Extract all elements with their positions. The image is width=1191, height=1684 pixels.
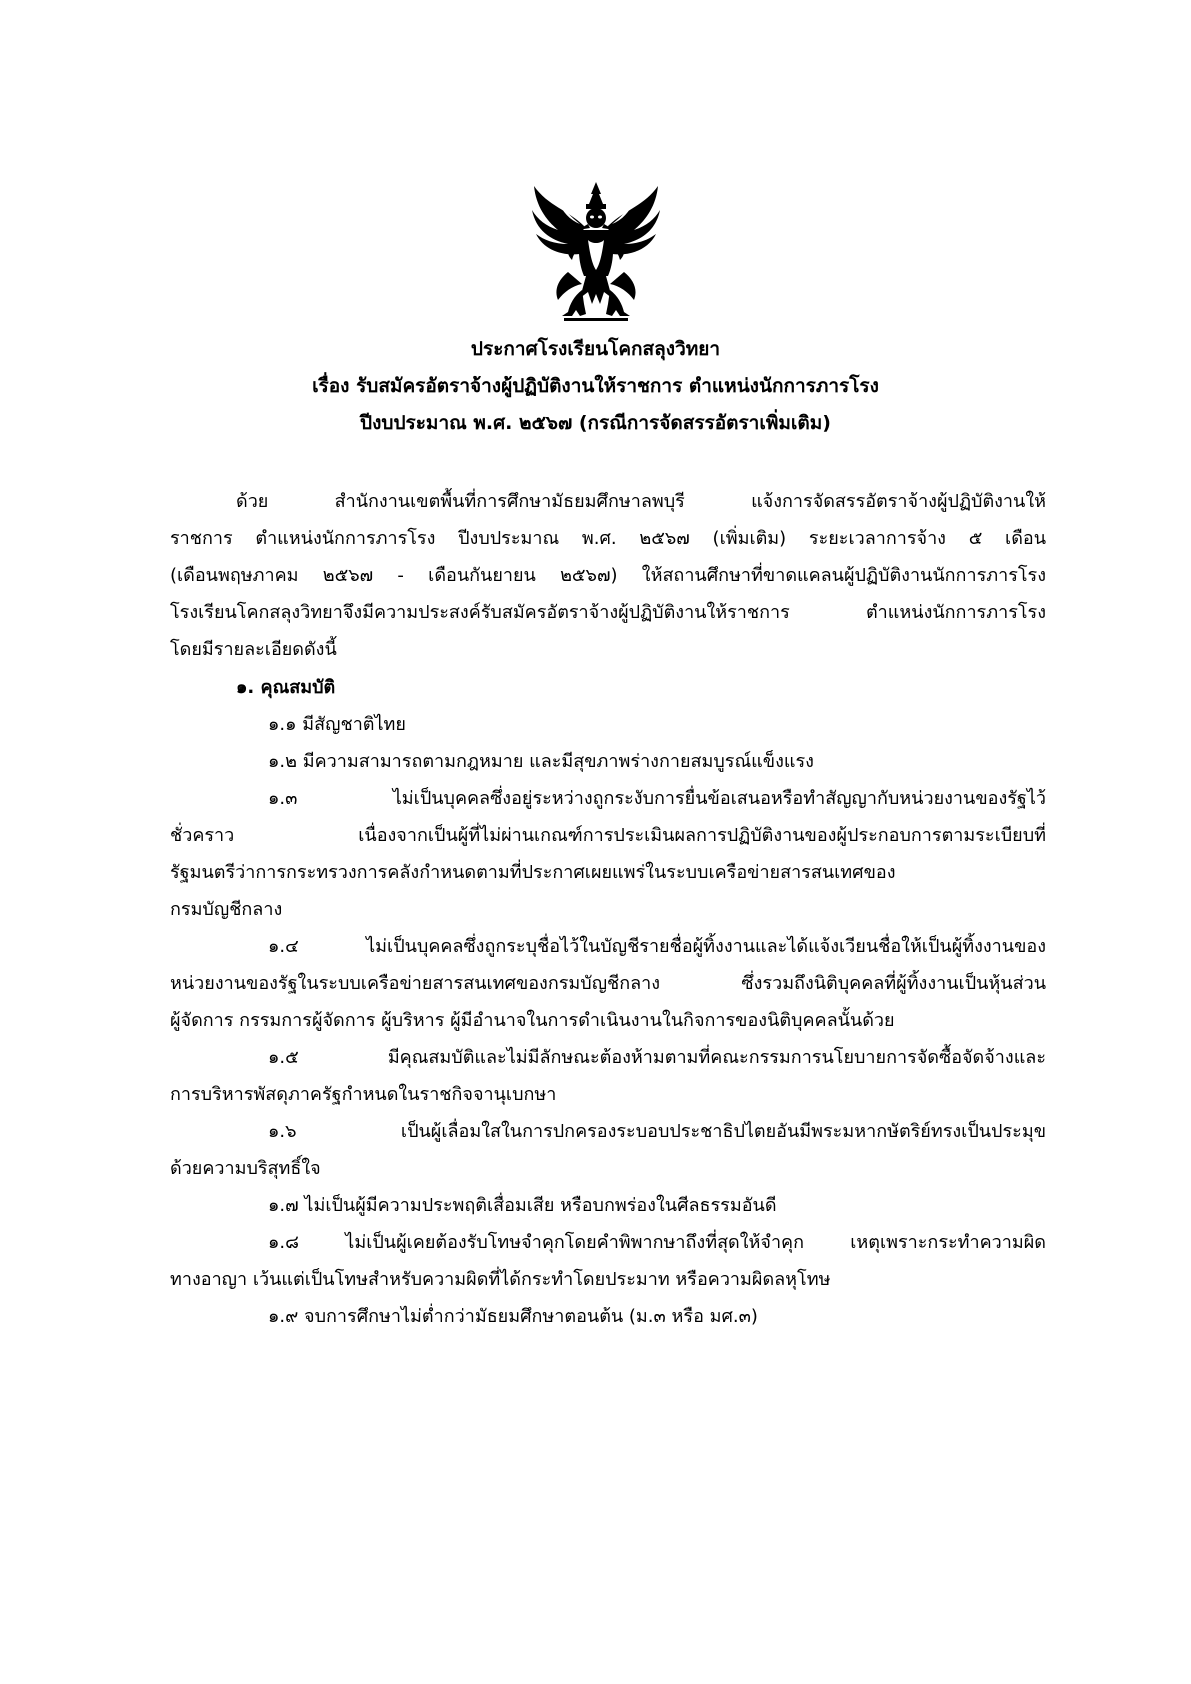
qualification-1-3-line-3: รัฐมนตรีว่าการกระทรวงการคลังกำหนดตามที่ประกาศเผยแพร่ในระบบเครือข่ายสารสนเทศของ <box>170 862 896 883</box>
intro-line-3: (เดือนพฤษภาคม ๒๕๖๗ - เดือนกันยายน ๒๕๖๗) ให้สถานศึกษาที่ขาดแคลนผู้ปฏิบัติงานนักการภารโรง <box>170 565 1046 586</box>
garuda-emblem-icon <box>528 180 664 325</box>
qualification-1-6-line-2: ด้วยความบริสุทธิ์ใจ <box>170 1158 321 1179</box>
qualification-1-3-line-2: ชั่วคราว เนื่องจากเป็นผู้ที่ไม่ผ่านเกณฑ์การประเมินผลการปฏิบัติงานของผู้ประกอบการตามระเบียบที่ <box>170 825 1046 846</box>
qualification-1-1: ๑.๑ มีสัญชาติไทย <box>268 714 406 735</box>
intro-line-2: ราชการ ตำแหน่งนักการภารโรง ปีงบประมาณ พ.ศ. ๒๕๖๗ (เพิ่มเติม) ระยะเวลาการจ้าง ๕ เดือน <box>170 528 1046 549</box>
announcement-subject: เรื่อง รับสมัครอัตราจ้างผู้ปฏิบัติงานให้ราชการ ตำแหน่งนักการภารโรง <box>312 375 879 397</box>
qualification-1-4-line-3: ผู้จัดการ กรรมการผู้จัดการ ผู้บริหาร ผู้มีอำนาจในการดำเนินงานในกิจการของนิติบุคคลนั้นด้วย <box>170 1010 895 1031</box>
section-1-heading: ๑. คุณสมบัติ <box>236 677 336 698</box>
announcement-title: ประกาศโรงเรียนโคกสลุงวิทยา <box>470 338 721 360</box>
qualification-1-3-line-4: กรมบัญชีกลาง <box>170 899 283 920</box>
qualification-1-2: ๑.๒ มีความสามารถตามกฎหมาย และมีสุขภาพร่างกายสมบูรณ์แข็งแรง <box>268 751 814 772</box>
qualification-1-8-line-2: ทางอาญา เว้นแต่เป็นโทษสำหรับความผิดที่ได้กระทำโดยประมาท หรือความผิดลหุโทษ <box>170 1269 831 1290</box>
qualification-1-8-line-1: ๑.๘ ไม่เป็นผู้เคยต้องรับโทษจำคุกโดยคำพิพากษาถึงที่สุดให้จำคุก เหตุเพราะกระทำความผิด <box>268 1232 1046 1253</box>
qualification-1-4-line-1: ๑.๔ ไม่เป็นบุคคลซึ่งถูกระบุชื่อไว้ในบัญชีรายชื่อผู้ทิ้งงานและได้แจ้งเวียนชื่อให้เป็นผู้ทิ้งงานของ <box>268 936 1046 957</box>
qualification-1-6-line-1: ๑.๖ เป็นผู้เลื่อมใสในการปกครองระบอบประชาธิปไตยอันมีพระมหากษัตริย์ทรงเป็นประมุข <box>268 1121 1046 1142</box>
intro-line-4: โรงเรียนโคกสลุงวิทยาจึงมีความประสงค์รับสมัครอัตราจ้างผู้ปฏิบัติงานให้ราชการ ตำแหน่งนักการภารโรง <box>170 602 1046 623</box>
qualification-1-5-line-1: ๑.๕ มีคุณสมบัติและไม่มีลักษณะต้องห้ามตามที่คณะกรรมการนโยบายการจัดซื้อจัดจ้างและ <box>268 1047 1046 1068</box>
qualification-1-5-line-2: การบริหารพัสดุภาครัฐกำหนดในราชกิจจานุเบกษา <box>170 1084 557 1105</box>
qualification-1-3-line-1: ๑.๓ ไม่เป็นบุคคลซึ่งอยู่ระหว่างถูกระงับการยื่นข้อเสนอหรือทำสัญญากับหน่วยงานของรัฐไว้ <box>268 788 1046 809</box>
qualification-1-4-line-2: หน่วยงานของรัฐในระบบเครือข่ายสารสนเทศของกรมบัญชีกลาง ซึ่งรวมถึงนิติบุคคลที่ผู้ทิ้งงานเป็นหุ้นส่วน <box>170 973 1046 994</box>
intro-line-5: โดยมีรายละเอียดดังนี้ <box>170 639 337 660</box>
qualification-1-9: ๑.๙ จบการศึกษาไม่ต่ำกว่ามัธยมศึกษาตอนต้น (ม.๓ หรือ มศ.๓) <box>268 1306 758 1327</box>
announcement-fiscal-year: ปีงบประมาณ พ.ศ. ๒๕๖๗ (กรณีการจัดสรรอัตราเพิ่มเติม) <box>360 412 831 434</box>
intro-line-1: ด้วย สำนักงานเขตพื้นที่การศึกษามัธยมศึกษาลพบุรี แจ้งการจัดสรรอัตราจ้างผู้ปฏิบัติงานให้ <box>236 491 1046 512</box>
qualification-1-7: ๑.๗ ไม่เป็นผู้มีความประพฤติเสื่อมเสีย หรือบกพร่องในศีลธรรมอันดี <box>268 1195 777 1216</box>
